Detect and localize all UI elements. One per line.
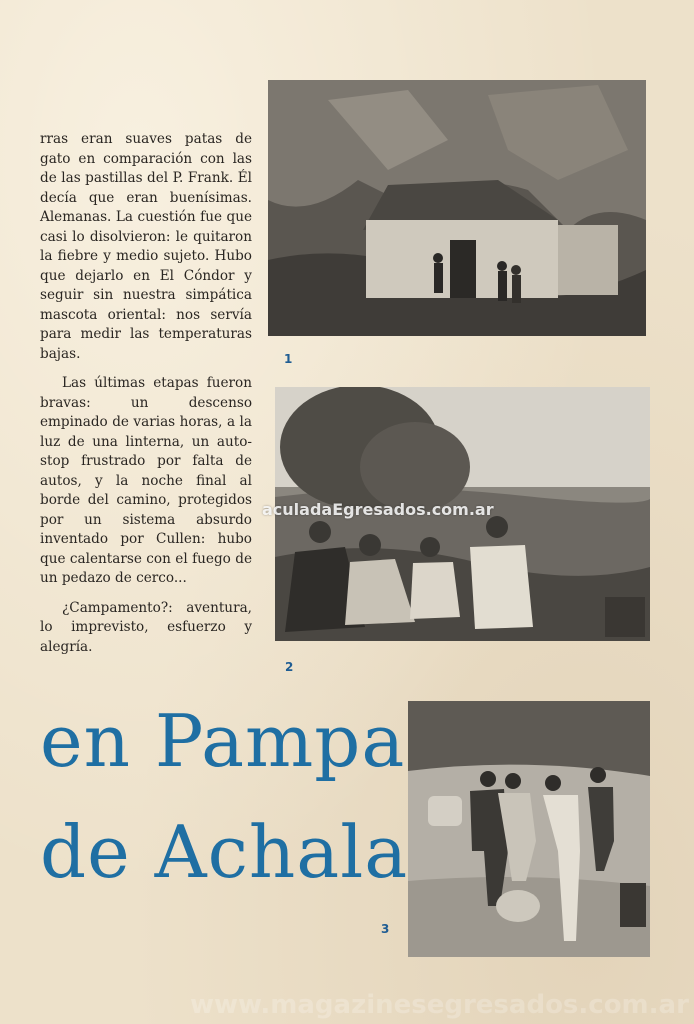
photo-3-number: 3 — [381, 922, 390, 936]
article-text-column — [40, 130, 252, 667]
stone-hut-illustration — [268, 80, 646, 336]
hikers-illustration — [408, 701, 650, 957]
watermark-overlay: aculadaEgresados.com.ar — [262, 500, 494, 519]
photo-2-number: 2 — [285, 660, 294, 674]
headline-line-2: de Achala — [40, 810, 409, 894]
headline-line-1: en Pampa — [40, 699, 406, 783]
paragraph-1: rras eran suaves patas de gato en comparación con las de las pastillas del P. Frank. Él decía que eran buenísimas. Alemanas. La cuestión fue que casi lo disolvieron: le quitaron la fiebre y medio sujeto. Hubo que dejarlo en El Cóndor y seguir sin nuestra simpática mascota oriental: nos servía para medir las temperaturas bajas. — [40, 131, 252, 362]
photo-1-stone-hut — [268, 80, 646, 336]
photo-1-number: 1 — [284, 352, 293, 366]
paragraph-3: ¿Campamento?: aventura, lo imprevisto, esfuerzo y alegría. — [40, 599, 252, 655]
paragraph-2: Las últimas etapas fueron bravas: un descenso empinado de varias horas, a la luz de una linterna, un auto-stop frustrado por falta de autos, y la noche final al borde del camino, protegidos por un sistema absurdo inventado por Cullen: hubo que calentarse con el fuego de un pedazo de cerco... — [40, 375, 252, 586]
watermark-faint-footer: www.magazinesegresados.com.ar — [190, 990, 689, 1020]
photo-3-hikers — [408, 701, 650, 957]
